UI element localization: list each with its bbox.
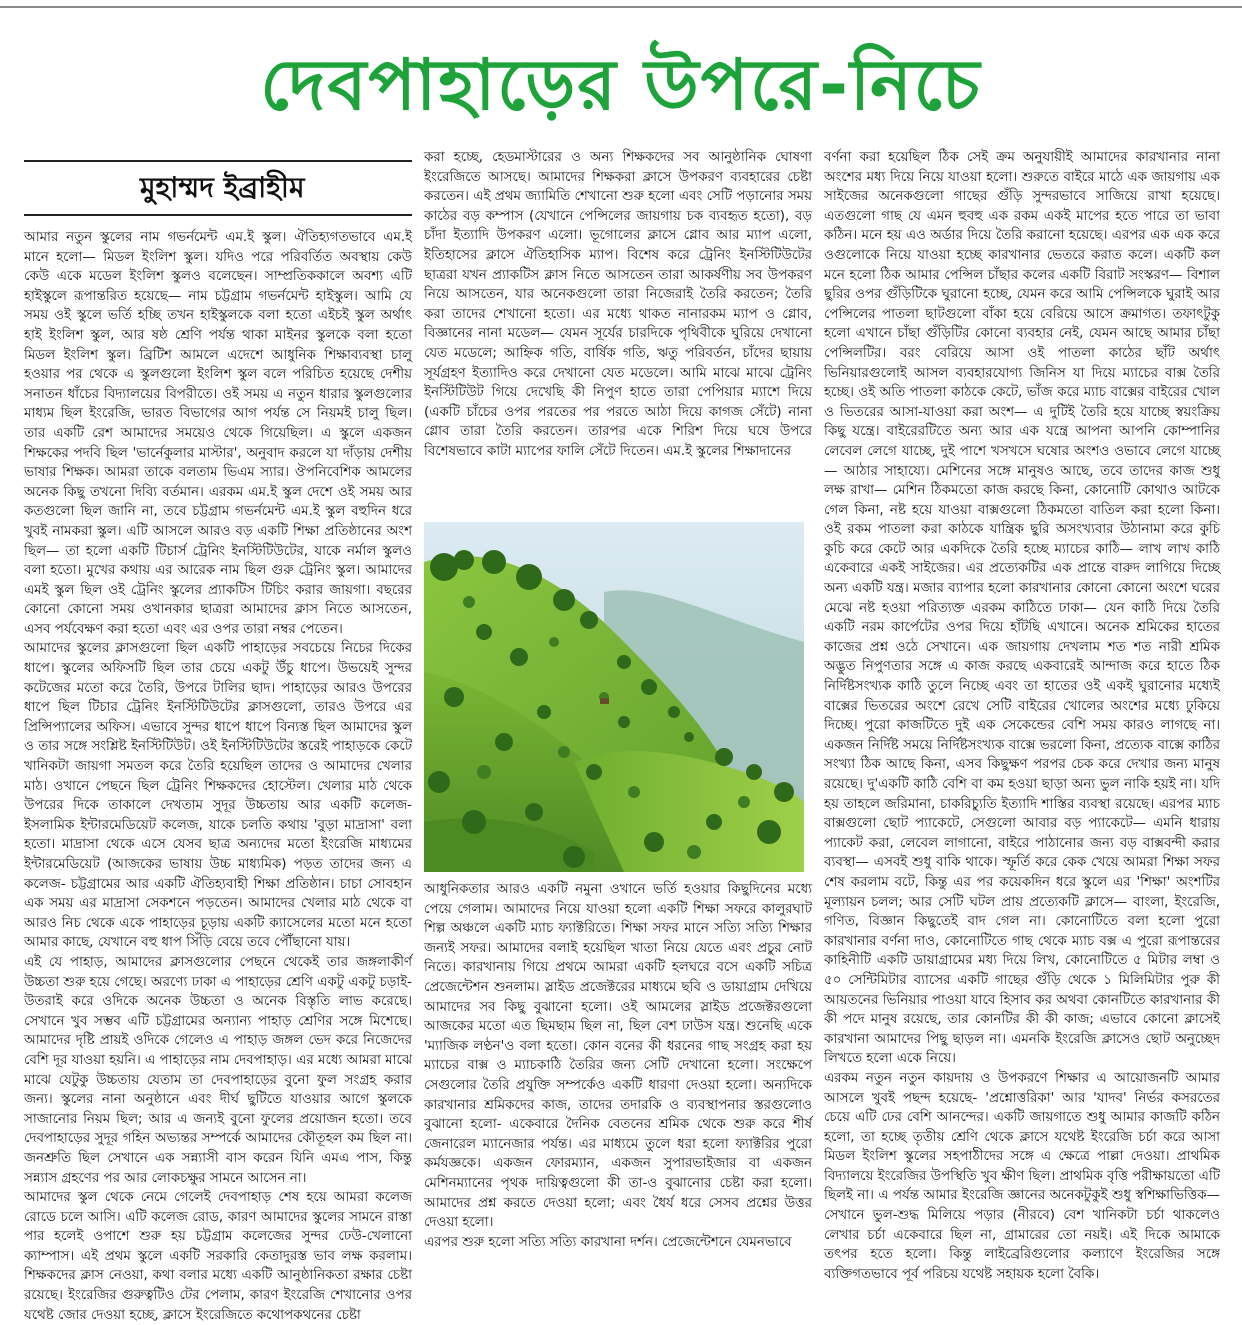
green-hills-photo xyxy=(424,522,804,872)
article-column-2-top xyxy=(424,148,812,514)
author-byline: মুহাম্মদ ইব্রাহীম xyxy=(140,171,305,204)
paragraph: এরপর শুরু হলো সত্যি সত্যি কারখানা দর্শন। প্রেজেন্টেশনে যেমনভাবে xyxy=(424,1234,792,1250)
paragraph: এরকম নতুন নতুন কায়দায় ও উপকরণে শিক্ষার এ আয়োজনটি আমার আসলে খুবই পছন্দ হয়েছে- 'প্রশ্নোত্তরিকা' আর 'যাদব' নির্ভর কসরতের চেয়ে এটি ঢের বেশি আনন্দের। একটি জায়গাতে শুধু আমার কাজটি কঠিন হলো, তা হচ্ছে তৃতীয় শ্রেণি থেকে ক্লাসে যথেষ্ট ইংরেজি চর্চা করে আসা মিডল ইংলিশ স্কুলের সহপাঠীদের সঙ্গে এ ক্ষেত্রে পাল্লা দেওয়া। প্রাথমিক বিদ্যালয়ে ইংরেজির উপস্থিতি খুব ক্ষীণ ছিল। প্রাথমিক বৃত্তি পরীক্ষায়তো এটি ছিলই না। এ পর্যন্ত আমার ইংরেজি জ্ঞানের অনেকটুকুই শুধু স্বশিক্ষাভিত্তিক— সেখানে ভুল-শুদ্ধ মিলিয়ে পড়ার (নীরবে) বেশ খানিকটা চর্চা থাকলেও লেখার চর্চা একেবারে ছিল না, গ্রামারের তো নয়ই। এই দিকে আমাকে তৎপর হতে হলো। কিন্তু লাইব্রেরিগুলোর কল্যাণে ইংরেজির সঙ্গে ব্যক্তিগতভাবে পূর্ব পরিচয় যথেষ্ট সহায়ক হলো বৈকি। xyxy=(824,1070,1220,1282)
byline-bottom-rule xyxy=(24,214,412,216)
paragraph: বর্ণনা করা হয়েছিল ঠিক সেই ক্রম অনুযায়ীই আমাদের কারখানার নানা অংশের মধ্য দিয়ে নিয়ে যাওয়া হলো। শুরুতে বাইরে মাঠে এক জায়গায় এক সাইজের অনেকগুলো গাছের গুঁড়ি সুন্দরভাবে সাজিয়ে রাখা হয়েছে। এতগুলো গাছ যে এমন হুবহু এক রকম একই মাপের হতে পারে তা ভাবা কঠিন। মনে হয় এও অর্ডার দিয়ে তৈরি করানো হয়েছে। এরপর এক এক করে ওগুলোকে নিয়ে যাওয়া হচ্ছে কারখানার ভেতরে করাত কলে। একটি কল মনে হলো ঠিক আমার পেন্সিল চাঁছার কলের একটি বিরাট সংস্করণ— বিশাল ছুরির ওপর গুঁড়িটিকে ঘুরানো হচ্ছে, যেমন করে আমি পেন্সিলকে ঘুরাই আর পেন্সিলের পাতলা ছাটগুলো বাঁকা হয়ে বেরিয়ে আসে ক্রমাগত। তফাৎটুকু হলো এখানে চাঁছা গুঁড়িটির কোনো ব্যবহার নেই, যেমন আছে আমার চাঁছা পেন্সিলটির। বরং বেরিয়ে আসা ওই পাতলা কাঠের ছাঁট অর্থাৎ ভিনিয়ারগুলোই আসল ব্যবহারযোগ্য জিনিস যা দিয়ে ম্যাচের বাক্স তৈরি হচ্ছে। ওই অতি পাতলা কাঠকে কেটে, ভাঁজ করে ম্যাচ বাক্সের বাইরের খোল ও ভিতরের আসা-যাওয়া করা অংশ— এ দুটিই তৈরি হয়ে যাচ্ছে স্বয়ংক্রিয় কিছু যন্ত্রে। বাইরেরটিতে অন্য আর এক যন্ত্রে আপনা আপনি কোম্পানির লেবেল লেগে যাচ্ছে, দুই পাশে খসখসে ঘষোর অংশও ওভাবে লেগে যাচ্ছে— আঠার সাহায্যে। মেশিনের সঙ্গে মানুষও আছে, তবে তাদের কাজ শুধু লক্ষ রাখা— মেশিন ঠিকমতো কাজ করছে কিনা, কোনোটি কোথাও আটকে গেল কিনা, নষ্ট হয়ে যাওয়া বাক্সগুলো ঠিকমতো বাতিল করা হলো কিনা। ওই রকম পাতলা করা কাঠকে যান্ত্রিক ছুরি অসংখ্যবার উঠানামা করে কুচি কুচি করে কেটে আর একদিকে তৈরি হচ্ছে ম্যাচের কাঠি— লাখ লাখ কাঠি একেবারে একই সাইজের। এর প্রত্যেকটির এক প্রান্তে বারুদ লাগিয়ে দিচ্ছে অন্য একটি যন্ত্র। মজার ব্যাপার হলো কারখানার কোনো কোনো অংশে ঘরের মেঝে নষ্ট হওয়া পরিত্যক্ত এরকম কাঠিতে ঢাকা— যেন কাঠি দিয়ে তৈরি একটি নরম কার্পেটের ওপর দিয়ে হাঁটছি এখানে। অনেক শ্রমিকের হাতের কাজের প্রশ্ন ওঠে সেখানে। এক জায়গায় দেখলাম শত শত নারী শ্রমিক অদ্ভুত নিপুণতার সঙ্গে এ কাজ করছে একবারেই আন্দাজ করে হাতে ঠিক নির্দিষ্টসংখ্যক কাঠি তুলে নিচ্ছে এবং তা হাতের ওই একই ঘুরানোর মধ্যেই বাক্সের ভিতরের অংশে রেখে সেটি বাইরের খোলের অংশের মধ্যে ঢুকিয়ে দিচ্ছে। পুরো কাজটিতে দুই এক সেকেন্ডের বেশি সময় কারও লাগছে না। একজন নির্দিষ্ট সময়ে নির্দিষ্টসংখ্যক বাক্সে ভরলো কিনা, প্রত্যেক বাক্সে কাঠির সংখ্যা ঠিক আছে কিনা, এসব কিছুক্ষণ পরপর চেক করে দেখার জন্য মানুষ রয়েছে। দু'একটি কাঠি বেশি বা কম হওয়া ছাড়া অন্য ভুল নাকি হয়ই না। যদি হয় তাহলে জরিমানা, চাকরিচ্যুতি ইত্যাদি শাস্তির ব্যবস্থা রয়েছে। এরপর ম্যাচ বাক্সগুলো ছোট প্যাকেটে, সেগুলো আবার বড় প্যাকেটে— এমনি ধারায় প্যাকেট করা, লেবেল লাগানো, বাইরে পাঠানোর জন্য বড় বাক্সবন্দী করার ব্যবস্থা— এসবই শুধু বাকি থাকে। স্ফূর্তি করে কেক খেয়ে আমরা শিক্ষা সফর শেষ করলাম বটে, কিন্তু এর পর কয়েকদিন ধরে স্কুলে এর 'শিক্ষা' অংশটির মূল্যায়ন চলল; আর সেটি ঘটল প্রায় প্রত্যেকটি ক্লাসে— বাংলা, ইংরেজি, গণিত, বিজ্ঞান কিছুতেই বাদ গেল না। কোনোটিতে বলা হলো পুরো কারখানার বর্ণনা দাও, কোনোটিতে গাছ থেকে ম্যাচ বক্স এ পুরো রূপান্তরের কাহিনীটি একটি ডায়াগ্রামের মধ্য দিয়ে লিখ, কোনোটিতে ৫ মিটার লম্বা ও ৫০ সেন্টিমিটার ব্যাসের একটি গাছের গুঁড়ি থেকে ১ মিলিমিটার পুরু কী আয়তনের ভিনিয়ার পাওয়া যাবে হিসাব কর অথবা কোনটিতে কারখানার কী কী পদে মানুষ রয়েছে, তার কোনটির কী কী কাজ; এভাবে কোনো ক্লাসেই কারখানা আমাদের পিছু ছাড়ল না। এমনকি ইংরেজি ক্লাসেও ছোট অনুচ্ছেদ লিখতে হলো একে নিয়ে। xyxy=(824,150,1220,1067)
article-column-3 xyxy=(824,148,1220,1282)
paragraph: আধুনিকতার আরও একটি নমুনা ওখানে ভর্তি হওয়ার কিছুদিনের মধ্যে পেয়ে গেলাম। আমাদের নিয়ে যাওয়া হলো একটি শিক্ষা সফরে কালুরঘাট শিল্প অঞ্চলে একটি ম্যাচ ফ্যাক্টরিতে। শিক্ষা সফর মানে সত্যি সত্যি শিক্ষার জন্যই সফর। আমাদের বলাই হয়েছিল খাতা নিয়ে যেতে এবং প্রচুর নোট নিতে। কারখানায় গিয়ে প্রথমে আমরা একটি হলঘরে বসে একটি সচিত্র প্রেজেন্টেশন শুনলাম। স্লাইড প্রজেক্টরের মাধ্যমে ছবি ও ডায়াগ্রাম দেখিয়ে আমাদের সব কিছু বুঝানো হলো। ওই আমলের স্লাইড প্রজেক্টরগুলো আজকের মতো এত ছিমছাম ছিল না, ছিল বেশ ঢাউস যন্ত্র। শুনেছি একে 'ম্যাজিক লণ্ঠন'ও বলা হতো। কোন বনের কী ধরনের গাছ সংগ্রহ করা হয় ম্যাচের বাক্স ও ম্যাচকাঠি তৈরির জন্য সেটি দেখানো হলো। সংক্ষেপে সেগুলোর তৈরি প্রযুক্তি সম্পর্কেও একটি ধারণা দেওয়া হলো। অন্যদিকে কারখানার শ্রমিকদের কাজ, তাদের তদারকি ও ব্যবস্থাপনার স্তরগুলোও বুঝানো হলো- একেবারে দৈনিক বেতনের শ্রমিক থেকে শুরু করে শীর্ষ জেনারেল ম্যানেজার পর্যন্ত। এর মাধ্যমে তুলে ধরা হলো ফ্যাক্টরির পুরো কর্মযজ্ঞকে। একজন ফোরম্যান, একজন সুপারভাইজার বা একজন মেশিনম্যানের পৃথক দায়িত্বগুলো কী তা-ও বুঝানোর চেষ্টা করা হলো। আমাদের প্রশ্ন করতে দেওয়া হলো; এবং ধৈর্য ধরে সেসব প্রশ্নের উত্তর দেওয়া হলো। xyxy=(424,882,812,1231)
byline-top-rule xyxy=(24,160,412,162)
top-rule xyxy=(0,6,1242,8)
article-column-2-bottom xyxy=(424,880,812,1272)
paragraph: আমাদের স্কুল থেকে নেমে গেলেই দেবপাহাড় শেষ হয়ে আমরা কলেজ রোডে চলে আসি। এটি কলেজ রোড, কারণ আমাদের স্কুলের সামনে রাস্তা পার হলেই ওপাশে শুরু হয় চট্টগ্রাম কলেজের সুন্দর ঢেউ-খেলানো ক্যাম্পাস। এই প্রথম স্কুলে একটি সরকারি কেতাদুরস্ত ভাব লক্ষ করলাম। শিক্ষকদের ক্লাস নেওয়া, কথা বলার মধ্যে একটি আনুষ্ঠানিকতা রক্ষার চেষ্টা রয়েছে। ইংরেজির গুরুত্বটিও টের পেলাম, কারণ ইংরেজি শেখানোর ওপর যথেষ্ট জোর দেওয়া হচ্ছে, ক্লাসে ইংরেজিতে কথোপকথনের চেষ্টা xyxy=(24,1190,412,1323)
paragraph: আমাদের স্কুলের ক্লাসগুলো ছিল একটি পাহাড়ের সবচেয়ে নিচের দিকের ধাপে। স্কুলের অফিসটি ছিল তার চেয়ে একটু উঁচু ধাপে। উভয়েই সুন্দর কটেজের মতো করে তৈরি, উপরে টালির ছাদ। পাহাড়ের আরও উপরের ধাপে ছিল টিচার ট্রেনিং ইনস্টিটিউটের ক্লাসগুলো, তারও উপরে এর প্রিন্সিপ্যালের অফিস। এভাবে সুন্দর ধাপে ধাপে বিন্যস্ত ছিল আমাদের স্কুল ও তার সঙ্গে সংশ্লিষ্ট ইনস্টিটিউট। ওই ইনস্টিটিউটের স্তরেই পাহাড়কে কেটে খানিকটা জায়গা সমতল করে তৈরি হয়েছিল তাদের ও আমাদের খেলার মাঠ। ওখানে পেছনে ছিল ট্রেনিং শিক্ষকদের হোস্টেল। খেলার মাঠ থেকে উপরের দিকে তাকালে দেখতাম সুদূর উচ্চতায় আর একটি কলেজ- ইসলামিক ইন্টারমেডিয়েট কলেজ, যাকে চলতি কথায় 'বুড়া মাদ্রাসা' বলা হতো। মাদ্রাসা থেকে এসে যেসব ছাত্র অন্যদের মতো ইংরেজি মাধ্যমের ইন্টারমেডিয়েট (আজকের ভাষায় উচ্চ মাধ্যমিক) পড়ত তাদের জন্য এ কলেজ- চট্টগ্রামের আর একটি ঐতিহ্যবাহী শিক্ষা প্রতিষ্ঠান। চাচা সোবহান এক সময় এর মাদ্রাসা সেকশনে পড়তেন। আমাদের খেলার মাঠ থেকে বা আরও নিচ থেকে একে পাহাড়ের চূড়ায় একটি ক্যাসেলের মতো মনে হতো আমার কাছে, যেখানে বহু ধাপ সিঁড়ি বেয়ে তবে পৌঁছানো যায়। xyxy=(24,641,412,951)
paragraph: করা হচ্ছে, হেডমাস্টারের ও অন্য শিক্ষকদের সব আনুষ্ঠানিক ঘোষণা ইংরেজিতে আসছে। আমাদের শিক্ষকরা ক্লাসে উপকরণ ব্যবহারের চেষ্টা করতেন। এই প্রথম জ্যামিতি শেখানো শুরু হলো এবং সেটি পড়ানোর সময় কাঠের বড় কম্পাস (যেখানে পেন্সিলের জায়গায় চক ব্যবহৃত হতো), বড় চাঁদা ইত্যাদি উপকরণ এলো। ভূগোলের ক্লাসে গ্লোব আর ম্যাপ এলো, ইতিহাসের ক্লাসে ঐতিহাসিক ম্যাপ। বিশেষ করে ট্রেনিং ইনস্টিটিউটের ছাত্ররা যখন প্র্যাকটিস ক্লাস নিতে আসতেন তারা আকর্ষণীয় সব উপকরণ নিয়ে আসতেন, যার অনেকগুলো তারা নিজেরাই তৈরি করতেন; তৈরি করা তাদের শেখানো হতো। এর মধ্যে থাকত নানারকম ম্যাপ ও গ্লোব, বিজ্ঞানের নানা মডেল— যেমন সূর্যের চারদিকে পৃথিবীকে ঘুরিয়ে দেখানো যেত মডেলে; আহ্নিক গতি, বার্ষিক গতি, ঋতু পরিবর্তন, চাঁদের ছায়ায় সূর্যগ্রহণ ইত্যাদিও করে দেখানো যেত মডেলে। আমি মাঝে মাঝে ট্রেনিং ইনস্টিটিউট গিয়ে দেখেছি কী নিপুণ হাতে তারা পেপিয়ার ম্যাশে দিয়ে (একটি চাঁচের ওপর পরতের পর পরতে আঠা দিয়ে কাগজ সেঁটে) নানা গ্লোব তারা তৈরি করতেন। তারপর একে শিরিশ দিয়ে ঘষে উপরে বিশেষভাবে কাটা ম্যাপের ফালি সেঁটে দিতেন। এম.ই স্কুলের শিক্ষাদানের xyxy=(424,150,812,459)
paragraph: আমার নতুন স্কুলের নাম গভর্নমেন্ট এম.ই স্কুল। ঐতিহ্যগতভাবে এম.ই মানে হলো— মিডল ইংলিশ স্কুল। যদিও পরে পরিবর্তিত অবস্থায় কেউ কেউ একে মডেল ইংলিশ স্কুলও বলেছেন। সাম্প্রতিককালে অবশ্য এটি হাইস্কুলে রূপান্তরিত হয়েছে— নাম চট্টগ্রাম গভর্নমেন্ট হাইস্কুল। আমি যে সময় ওই স্কুলে ভর্তি হচ্ছি তখন হাইস্কুলকে বলা হতো এইচই স্কুল অর্থাৎ হাই ইংলিশ স্কুল, আর ষষ্ঠ শ্রেণি পর্যন্ত থাকা মাইনর স্কুলকে বলা হতো মিডল ইংলিশ স্কুল। ব্রিটিশ আমলে এদেশে আধুনিক শিক্ষাব্যবস্থা চালু হওয়ার পর থেকে এ স্কুলগুলো ইংলিশ স্কুল বলে পরিচিত হয়েছে দেশীয় সনাতন ধাঁচের বিদ্যালয়ের বিপরীতে। ওই সময় এ নতুন ধারার স্কুলগুলোর মাধ্যম ছিল ইংরেজি, ভারত বিভাগের আগ পর্যন্ত সে নিয়মই চালু ছিল। তার একটি রেশ আমাদের সময়েও থেকে গিয়েছিল। এ স্কুলে একজন শিক্ষকের পদবি ছিল 'ভার্নেকুলার মাস্টার', অনুবাদ করলে যা দাঁড়ায় দেশীয় ভাষার শিক্ষক। আমরা তাকে বলতাম ভিএম স্যার। ঔপনিবেশিক আমলের অনেক কিছু তখনো দিব্যি বর্তমান। এরকম এম.ই স্কুল দেশে ওই সময় আর কতগুলো ছিল জানি না, তবে চট্টগ্রাম গভর্নমেন্ট এম.ই স্কুল বহুদিন ধরে খুবই নামকরা স্কুল। এটি আসলে আরও বড় একটি শিক্ষা প্রতিষ্ঠানের অংশ ছিল— তা হলো একটি টিচার্স ট্রেনিং ইনস্টিটিউটের, যাকে নর্মাল স্কুলও বলা হতো। মুখের কথায় এর আরেক নাম ছিল গুরু ট্রেনিং স্কুল। আমাদের এমই স্কুল ছিল ওই ট্রেনিং স্কুলের প্র্যাকটিস টিচিং করার জায়গা। বছরের কোনো কোনো সময় ওখানকার ছাত্ররা আমাদের ক্লাস নিতে আসতেন, এসব পর্যবেক্ষণ করা হতো এবং এর ওপর তারা নম্বর পেতেন। xyxy=(24,230,412,637)
article-column-1 xyxy=(24,228,412,1323)
article-headline: দেবপাহাড়ের উপরে-নিচে xyxy=(260,44,982,126)
paragraph: এই যে পাহাড়, আমাদের ক্লাসগুলোর পেছনে থেকেই তার জঙ্গলাকীর্ণ উচ্চতা শুরু হয়ে গেছে। অরণ্যে ঢাকা এ পাহাড়ের শ্রেণি একটু একটু চড়াই-উতরাই করে ওদিকে অনেক উচ্চতা ও অনেক বিস্তৃতি লাভ করেছে। সেখানে খুব সম্ভব এটি চট্টগ্রামের অন্যান্য পাহাড় শ্রেণির সঙ্গে মিশেছে। আমাদের দৃষ্টি প্রায়ই ওদিকে গেলেও এ পাহাড় জঙ্গল ভেদ করে নিজেদের বেশি দূর যাওয়া হয়নি। এ পাহাড়ের নাম দেবপাহাড়। এর মধ্যে আমরা মাঝে মাঝে যেটুকু উচ্চতায় যেতাম তা দেবপাহাড়ের বুনো ফুল সংগ্রহ করার জন্য। স্কুলের নানা অনুষ্ঠানে এবং দীর্ঘ ছুটিতে যাওয়ার আগে স্কুলকে সাজানোর নিয়ম ছিল; আর এ জন্যই বুনো ফুলের প্রয়োজন হতো। তবে দেবপাহাড়ের সুদূর গহিন অভ্যন্তর সম্পর্কে আমাদের কৌতূহল কম ছিল না। জনশ্রুতি ছিল সেখানে এক সন্ন্যাসী বাস করেন যিনি এমএ পাস, কিন্তু সন্ন্যাস গ্রহণের পর আর লোকচক্ষুর সামনে আসেন না। xyxy=(24,954,412,1186)
